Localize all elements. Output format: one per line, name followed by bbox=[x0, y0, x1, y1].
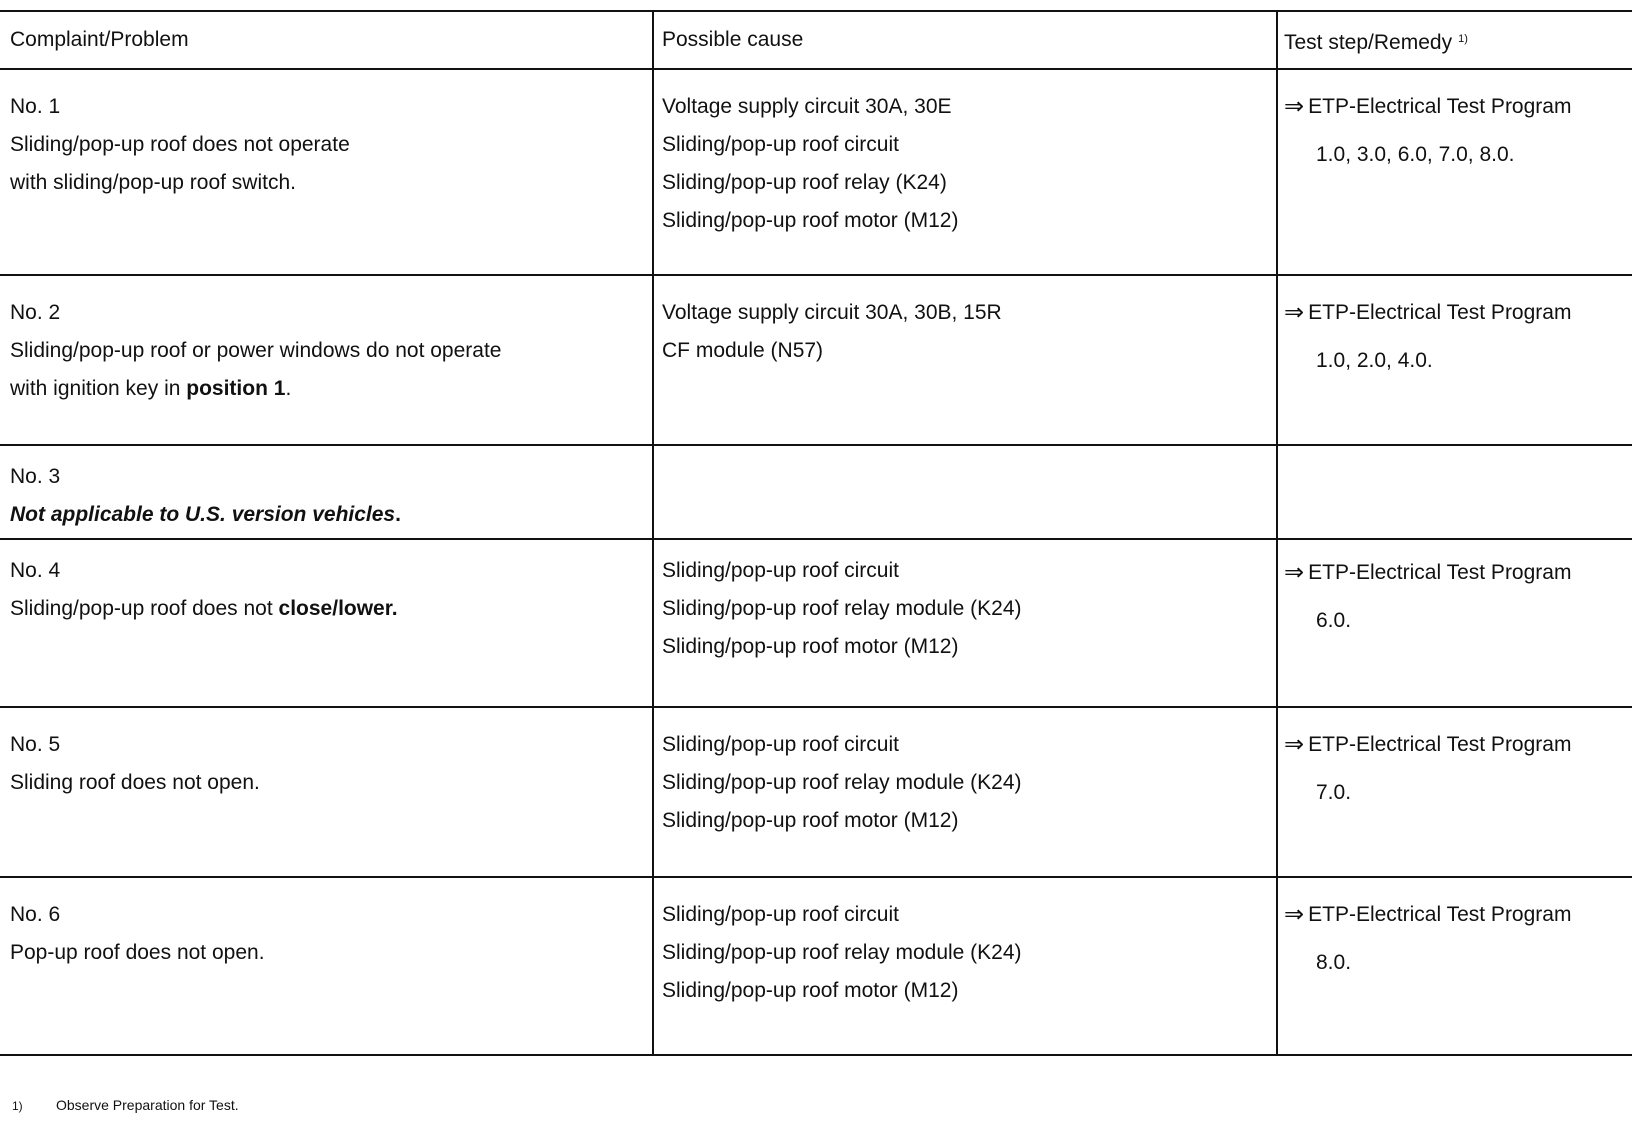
complaint-text: Sliding/pop-up roof does not operate bbox=[10, 133, 350, 156]
footnote-text: Observe Preparation for Test. bbox=[56, 1097, 239, 1113]
header-remedy bbox=[1276, 12, 1632, 68]
table-header bbox=[0, 10, 1632, 70]
complaint-text-part: with ignition key in bbox=[10, 377, 187, 400]
remedy-reference bbox=[1284, 726, 1632, 764]
cause-cell bbox=[652, 540, 1276, 706]
cause-item: Sliding/pop-up roof circuit bbox=[662, 903, 899, 926]
complaint-number: No. 4 bbox=[10, 559, 61, 582]
remedy-cell bbox=[1276, 878, 1632, 1054]
complaint-text-emphasis: position 1 bbox=[186, 377, 286, 400]
remedy-cell bbox=[1276, 540, 1632, 706]
complaint-cell bbox=[0, 70, 652, 274]
cause-item: Voltage supply circuit 30A, 30B, 15R bbox=[662, 301, 1002, 324]
complaint-text-part: . bbox=[395, 503, 401, 526]
arrow-right-icon: ⇒ bbox=[1284, 731, 1305, 758]
remedy-steps: 1.0, 2.0, 4.0. bbox=[1316, 349, 1433, 372]
header-cause bbox=[652, 12, 1276, 68]
table-row bbox=[0, 446, 1632, 540]
table-row bbox=[0, 708, 1632, 878]
complaint-text: with sliding/pop-up roof switch. bbox=[10, 171, 296, 194]
complaint-cell bbox=[0, 276, 652, 444]
remedy-steps: 7.0. bbox=[1316, 781, 1352, 804]
cause-item: Sliding/pop-up roof motor (M12) bbox=[662, 209, 959, 232]
complaint-cell bbox=[0, 446, 652, 538]
complaint-text: Sliding roof does not open. bbox=[10, 771, 260, 794]
table-row bbox=[0, 878, 1632, 1056]
arrow-right-icon: ⇒ bbox=[1284, 901, 1305, 928]
table-row bbox=[0, 70, 1632, 276]
remedy-cell bbox=[1276, 276, 1632, 444]
complaint-text-part: . bbox=[285, 377, 292, 400]
remedy-reference bbox=[1284, 88, 1632, 126]
cause-cell bbox=[652, 878, 1276, 1054]
complaint-number: No. 5 bbox=[10, 733, 61, 756]
remedy-reference bbox=[1284, 896, 1632, 934]
remedy-reference bbox=[1284, 294, 1632, 332]
header-cause-label: Possible cause bbox=[662, 28, 804, 51]
complaint-text bbox=[10, 370, 652, 408]
cause-item: Sliding/pop-up roof relay module (K24) bbox=[662, 597, 1022, 620]
cause-item: Sliding/pop-up roof relay module (K24) bbox=[662, 771, 1022, 794]
cause-cell bbox=[652, 446, 1276, 538]
cause-item: Sliding/pop-up roof circuit bbox=[662, 133, 899, 156]
remedy-cell bbox=[1276, 708, 1632, 876]
header-remedy-label: Test step/Remedy bbox=[1284, 31, 1453, 54]
remedy-steps: 8.0. bbox=[1316, 951, 1352, 974]
cause-item: Sliding/pop-up roof motor (M12) bbox=[662, 635, 959, 658]
cause-item: Sliding/pop-up roof relay (K24) bbox=[662, 171, 947, 194]
complaint-text-emphasis: Not applicable to U.S. version vehicles bbox=[10, 503, 396, 526]
remedy-program: ETP-Electrical Test Program bbox=[1308, 903, 1572, 926]
remedy-program: ETP-Electrical Test Program bbox=[1308, 733, 1572, 756]
complaint-number: No. 6 bbox=[10, 903, 61, 926]
arrow-right-icon: ⇒ bbox=[1284, 559, 1305, 586]
complaint-text: Sliding/pop-up roof or power windows do not operate bbox=[10, 339, 502, 362]
cause-item: Voltage supply circuit 30A, 30E bbox=[662, 95, 952, 118]
cause-cell bbox=[652, 276, 1276, 444]
complaint-text-emphasis: close/lower. bbox=[278, 597, 398, 620]
remedy-steps: 1.0, 3.0, 6.0, 7.0, 8.0. bbox=[1316, 143, 1515, 166]
complaint-number: No. 1 bbox=[10, 95, 61, 118]
cause-item: CF module (N57) bbox=[662, 339, 824, 362]
remedy-program: ETP-Electrical Test Program bbox=[1308, 95, 1572, 118]
complaint-text bbox=[10, 590, 652, 628]
arrow-right-icon: ⇒ bbox=[1284, 299, 1305, 326]
remedy-reference bbox=[1284, 554, 1632, 592]
cause-item: Sliding/pop-up roof relay module (K24) bbox=[662, 941, 1022, 964]
complaint-cell bbox=[0, 708, 652, 876]
complaint-text-part: Sliding/pop-up roof does not bbox=[10, 597, 279, 620]
complaint-text bbox=[10, 496, 652, 534]
cause-item: Sliding/pop-up roof motor (M12) bbox=[662, 809, 959, 832]
cause-item: Sliding/pop-up roof circuit bbox=[662, 559, 899, 582]
table-row bbox=[0, 540, 1632, 708]
arrow-right-icon: ⇒ bbox=[1284, 93, 1305, 120]
remedy-cell bbox=[1276, 446, 1632, 538]
header-complaint bbox=[0, 12, 652, 68]
footnote bbox=[12, 1097, 239, 1113]
complaint-cell bbox=[0, 540, 652, 706]
cause-cell bbox=[652, 70, 1276, 274]
remedy-program: ETP-Electrical Test Program bbox=[1308, 301, 1572, 324]
remedy-steps: 6.0. bbox=[1316, 609, 1352, 632]
cause-item: Sliding/pop-up roof motor (M12) bbox=[662, 979, 959, 1002]
complaint-number: No. 2 bbox=[10, 301, 61, 324]
complaint-text: Pop-up roof does not open. bbox=[10, 941, 265, 964]
table-row bbox=[0, 276, 1632, 446]
footnote-mark: 1) bbox=[12, 1099, 23, 1113]
cause-item: Sliding/pop-up roof circuit bbox=[662, 733, 899, 756]
cause-cell bbox=[652, 708, 1276, 876]
complaint-number: No. 3 bbox=[10, 465, 61, 488]
header-complaint-label: Complaint/Problem bbox=[10, 28, 189, 51]
remedy-cell bbox=[1276, 70, 1632, 274]
remedy-program: ETP-Electrical Test Program bbox=[1308, 561, 1572, 584]
troubleshooting-table bbox=[0, 10, 1632, 1056]
header-remedy-footnote-mark: 1) bbox=[1458, 33, 1468, 45]
complaint-cell bbox=[0, 878, 652, 1054]
